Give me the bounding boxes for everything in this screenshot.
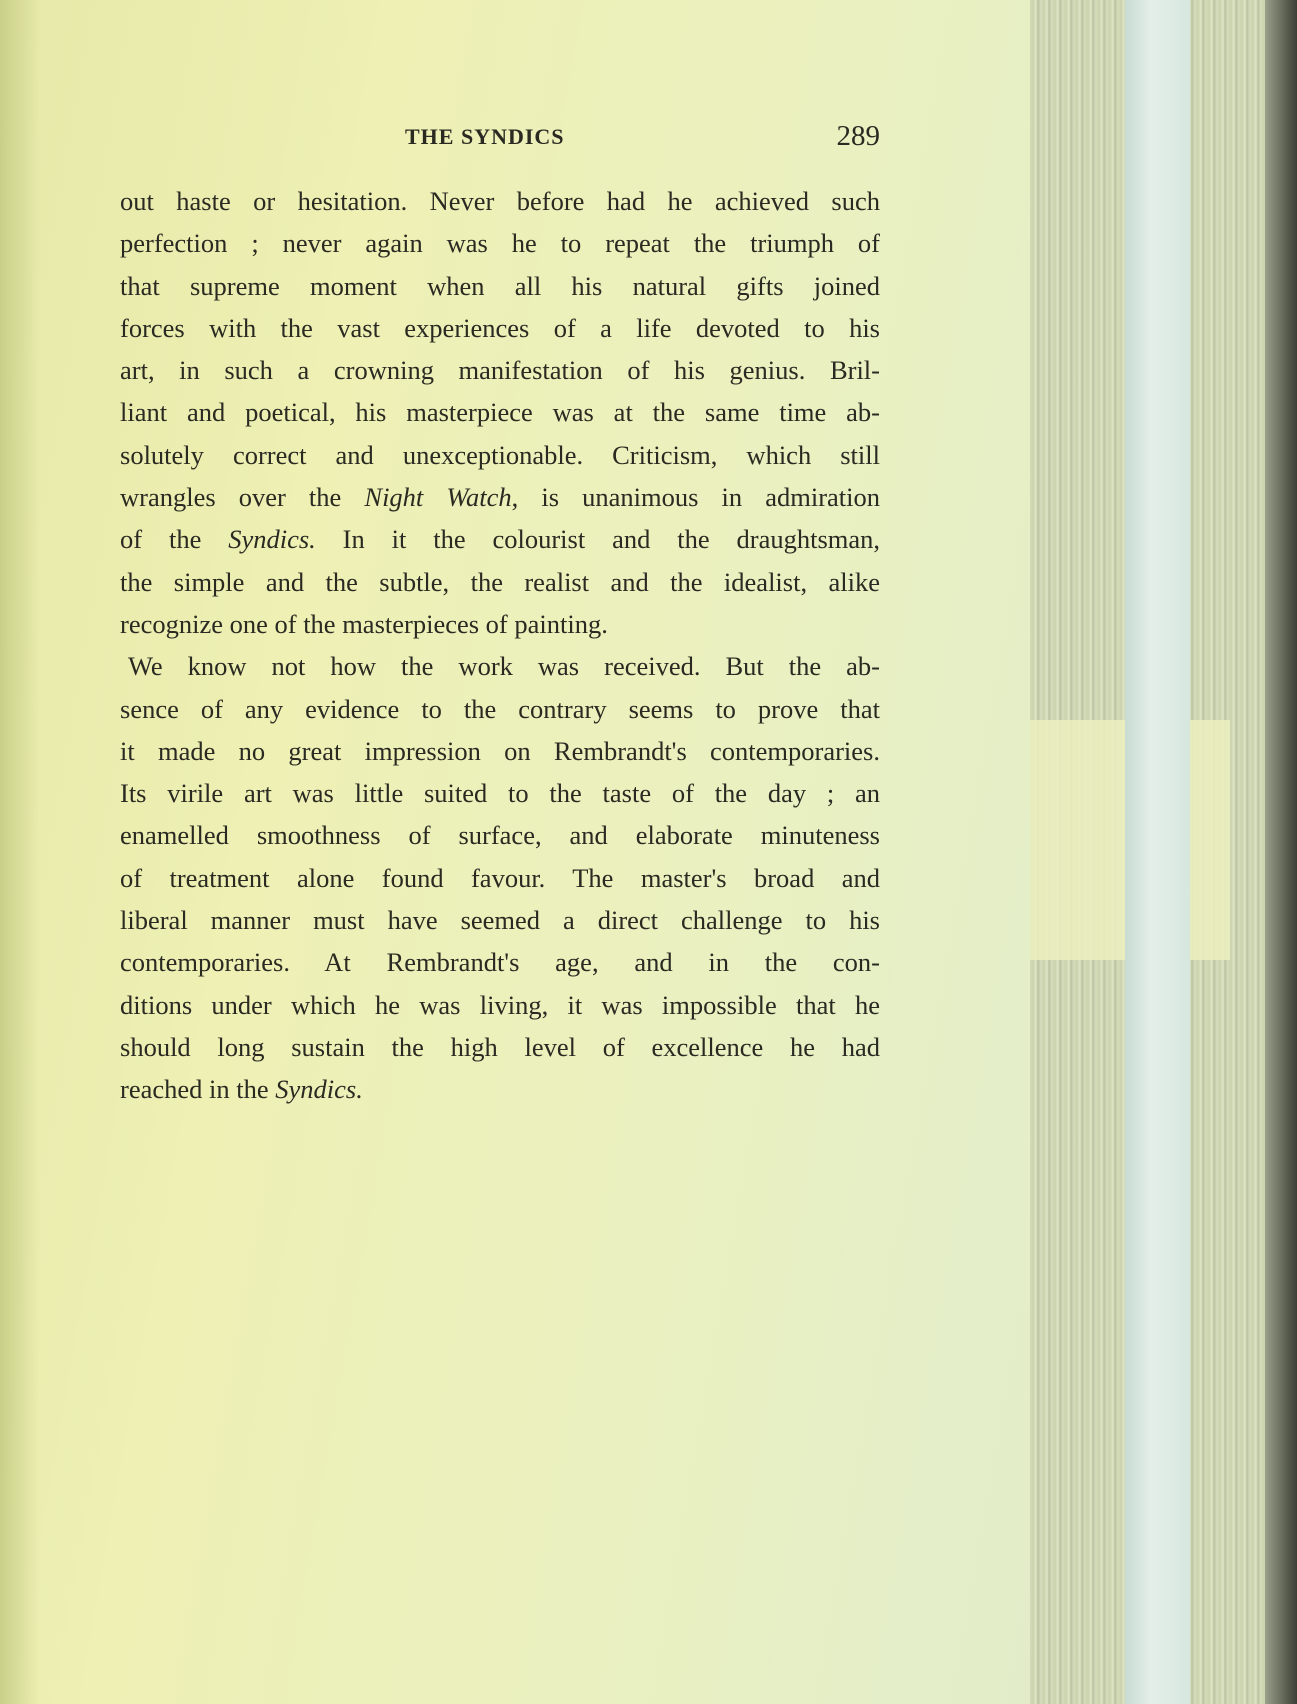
text-line [120, 941, 880, 983]
italic-title: Syndics. [275, 1074, 363, 1105]
text-line [120, 222, 880, 264]
text-line [120, 645, 880, 687]
body-text [120, 180, 880, 1111]
book-page-edges [1030, 0, 1297, 1704]
text-line [120, 434, 880, 476]
text-segment: wrangles over the [120, 482, 365, 513]
text-line [120, 1068, 880, 1110]
text-line [120, 561, 880, 603]
text-segment: enamelled smoothness of surface, and elaborate minuteness [120, 820, 880, 851]
text-segment: out haste or hesitation. Never before had he achieved such [120, 186, 880, 216]
text-line [120, 814, 880, 856]
text-line [120, 688, 880, 730]
italic-title: Night Watch [364, 482, 512, 513]
text-segment: liberal manner must have seemed a direct challenge to his [120, 905, 880, 936]
text-line [120, 1026, 880, 1068]
text-segment: sence of any evidence to the contrary seems to prove that [120, 693, 880, 724]
text-segment: art, in such a crowning manifestation of his genius. Bril- [120, 355, 880, 386]
text-segment: Its virile art was little suited to the taste of the day ; an [120, 778, 880, 809]
page-number: 289 [836, 120, 880, 152]
text-segment: of the [120, 524, 229, 555]
text-segment: should long sustain the high level of excellence he had [120, 1031, 880, 1062]
text-line [120, 984, 880, 1026]
text-line [120, 307, 880, 349]
text-line [120, 349, 880, 391]
text-line [120, 476, 880, 518]
text-line [120, 518, 880, 560]
text-line [120, 899, 880, 941]
text-segment: that supreme moment when all his natural gifts joined [120, 270, 880, 301]
text-segment: We know not how the work was received. But the ab- [128, 651, 880, 682]
text-segment: reached in the [120, 1074, 276, 1105]
text-segment: ditions under which he was living, it was impossible that he [120, 989, 880, 1020]
text-line [120, 265, 880, 307]
text-segment: the simple and the subtle, the realist and the idealist, alike [120, 566, 880, 597]
text-line [120, 391, 880, 433]
text-line [120, 180, 880, 222]
text-segment: of treatment alone found favour. The master's broad and [120, 862, 880, 893]
text-segment: contemporaries. At Rembrandt's age, and in the con- [120, 947, 880, 978]
text-segment: recognize one of the masterpieces of painting. [120, 608, 608, 639]
text-segment: , is unanimous in admiration [511, 482, 881, 513]
text-segment: solutely correct and unexceptionable. Criticism, which still [120, 439, 880, 470]
text-segment: perfection ; never again was he to repeat the triumph of [120, 228, 880, 259]
text-line [120, 772, 880, 814]
text-line [120, 603, 880, 645]
text-segment: liant and poetical, his masterpiece was at the same time ab- [120, 397, 880, 428]
text-segment: forces with the vast experiences of a life devoted to his [120, 312, 880, 343]
text-segment: it made no great impression on Rembrandt's contemporaries. [120, 735, 880, 766]
text-segment: In it the colourist and the draughtsman, [315, 524, 881, 555]
page-gutter-shadow [0, 0, 40, 1704]
text-line [120, 857, 880, 899]
text-line [120, 730, 880, 772]
italic-title: Syndics. [228, 524, 316, 555]
page-header [120, 120, 880, 160]
running-title: THE SYNDICS [405, 124, 565, 149]
